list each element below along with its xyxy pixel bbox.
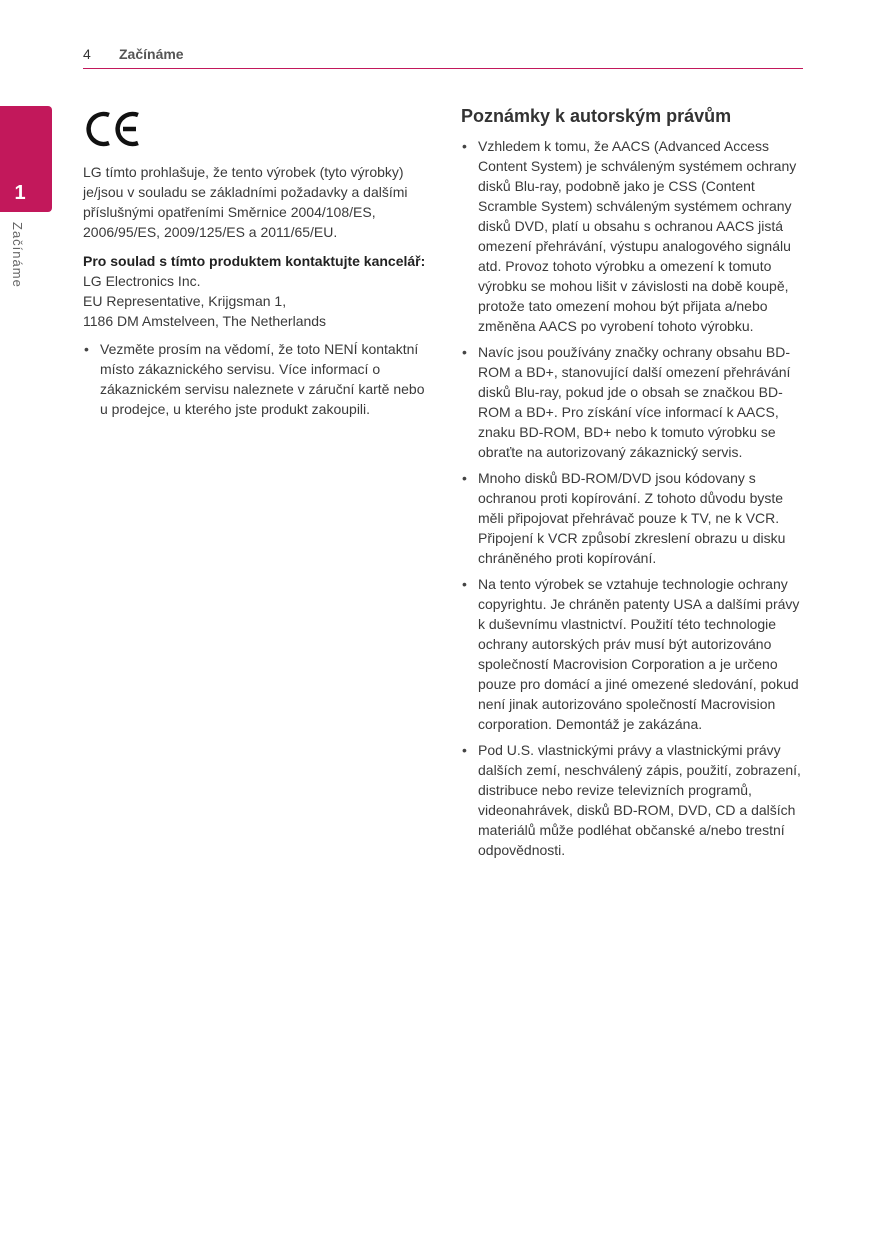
ce-mark-icon bbox=[83, 108, 145, 150]
copyright-notes-list bbox=[461, 136, 803, 860]
copyright-heading: Poznámky k autorským právům bbox=[461, 106, 732, 126]
left-notes-list bbox=[83, 339, 428, 419]
chapter-tab-label: Začínáme bbox=[10, 222, 25, 288]
section-title: Začínáme bbox=[119, 46, 184, 62]
right-column bbox=[461, 104, 803, 866]
contact-representative: EU Representative, Krijgsman 1, bbox=[83, 293, 287, 309]
chapter-number: 1 bbox=[14, 182, 26, 204]
contact-address: 1186 DM Amstelveen, The Netherlands bbox=[83, 313, 327, 329]
page-header bbox=[83, 44, 803, 69]
list-item: • Vzhledem k tomu, že AACS (Advanced Access Content System) je schváleným systémem ochrany disků Blu-ray, podobně jako je CSS (Content Scramble System) schváleným systémem ochrany disků DVD, platí u obsahu s ochranou AACS jistá omezení přehrávání, výstupu analogového signálu atd. Provoz tohoto výrobku a omezení k tomuto výrobku se mohou lišit v závislosti na době koupě, protože tato omezení mohou být přijata a/nebo změněna AACS po vyrobení tohoto výrobku. bbox=[461, 136, 803, 336]
list-item: • Pod U.S. vlastnickými právy a vlastnickými právy dalších zemí, neschválený zápis, použití, zobrazení, distribuce nebo revize televizních programů, videonahrávek, disků BD-ROM, DVD, CD a dalších materiálů může podléhat občanské a/nebo trestní odpovědnosti. bbox=[461, 740, 803, 860]
list-item: • Na tento výrobek se vztahuje technologie ochrany copyrightu. Je chráněn patenty USA a dalšími právy k duševnímu vlastnictví. Použití této technologie ochrany autorských práv musí být autorizováno společností Macrovision Corporation a je určeno pouze pro domácí a jiné omezené sledování, pokud není jinak autorizováno společností Macrovision corporation. Demontáž je zakázána. bbox=[461, 574, 803, 734]
chapter-tab bbox=[0, 106, 52, 212]
list-item: • Vezměte prosím na vědomí, že toto NENÍ kontaktní místo zákaznického servisu. Více informací o zákaznickém servisu naleznete v záruční kartě nebo u prodejce, u kterého jste produkt zakoupili. bbox=[83, 339, 428, 419]
declaration-text: LG tímto prohlašuje, že tento výrobek (tyto výrobky) je/jsou v souladu se základními požadavky a dalšími příslušnými opatřeními Směrnice 2004/108/ES, 2006/95/ES, 2009/125/ES a 2011/65/EU. bbox=[83, 164, 408, 240]
contact-heading: Pro soulad s tímto produktem kontaktujte kancelář: bbox=[83, 253, 426, 269]
list-item: • Navíc jsou používány značky ochrany obsahu BD-ROM a BD+, stanovující další omezení přehrávání disků Blu-ray, pokud jde o obsah se značkou BD-ROM a BD+. Pro získání více informací k AACS, znaku BD-ROM, BD+ nebo k tomuto výrobku se obraťte na autorizovaný zákaznický servis. bbox=[461, 342, 803, 462]
list-item: • Mnoho disků BD-ROM/DVD jsou kódovany s ochranou proti kopírování. Z tohoto důvodu byste měli připojovat přehrávač pouze k TV, ne k VCR. Připojení k VCR způsobí zkreslení obrazu u disku chráněného proti kopírování. bbox=[461, 468, 803, 568]
contact-company: LG Electronics Inc. bbox=[83, 273, 201, 289]
page-number: 4 bbox=[83, 46, 91, 62]
left-column bbox=[83, 108, 428, 419]
